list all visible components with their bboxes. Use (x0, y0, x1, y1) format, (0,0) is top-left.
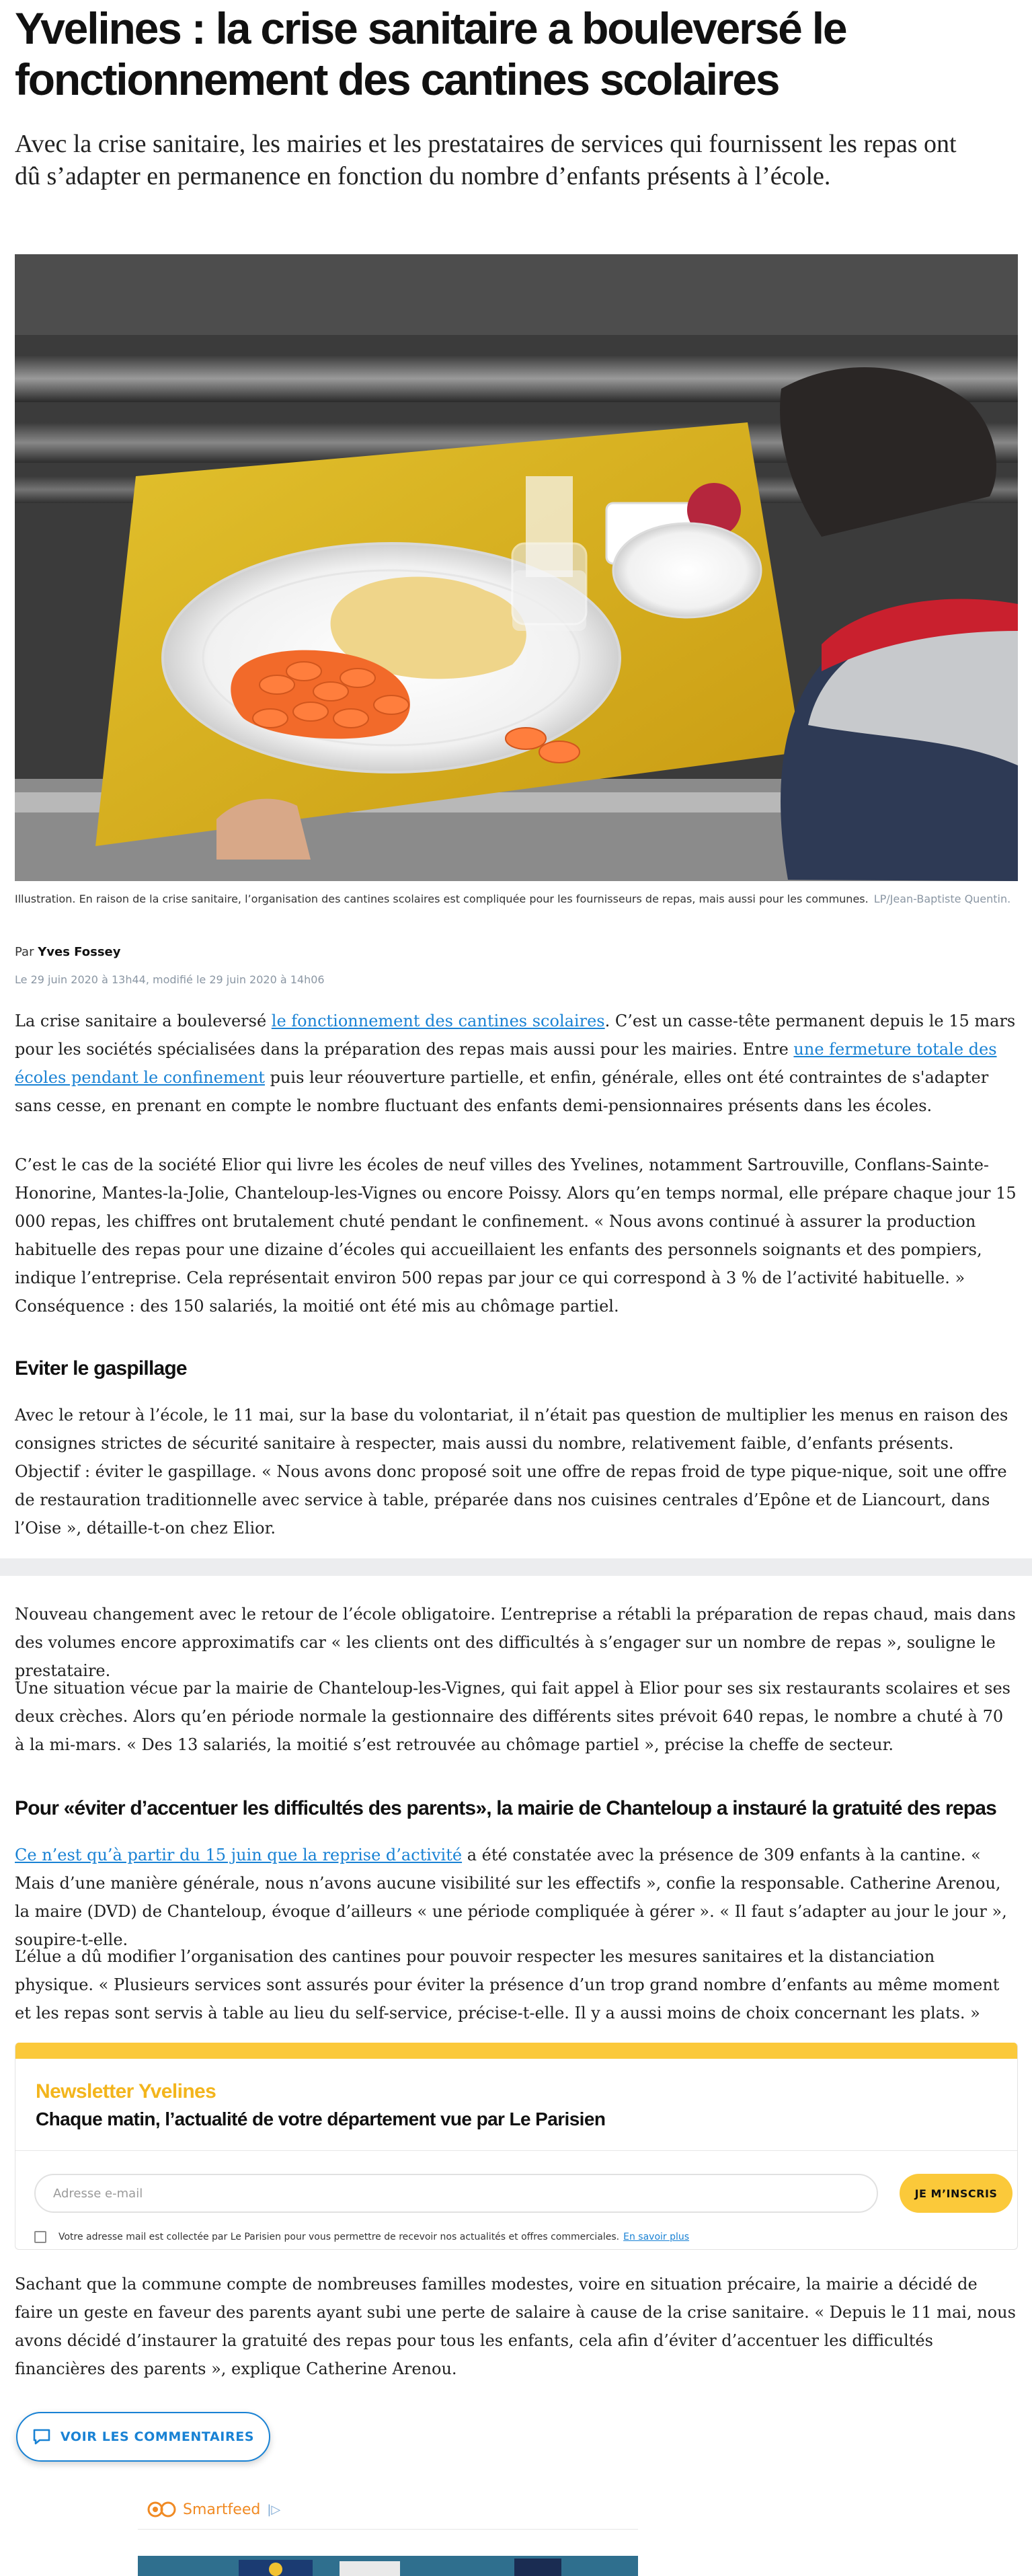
feed-thumbnail-image (138, 2556, 638, 2576)
section-separator (0, 1558, 1032, 1576)
adchoices-icon[interactable]: |▷ (267, 2502, 281, 2517)
byline (15, 945, 1018, 959)
article-paragraph-2: C’est le cas de la société Elior qui livre les écoles de neuf villes des Yvelines, notamment Sartrouville, Conflans-Sainte-Honorine, Mantes-la-Jolie, Chanteloup-les-Vignes ou encore Poissy. Alors qu’en temps normal, elle prépare chaque jour 15 000 repas, les chiffres ont brutalement chuté pendant le confinement. « Nous avons continué à assurer la production habituelle des repas pour une dizaine d’écoles qui accueillaient les enfants des personnels soignants et des pompiers, indique l’entreprise. Cela représentait environ 500 repas par jour ce qui correspond à 3 % de l’activité habituelle. » Conséquence : des 150 salariés, la moitié ont été mis au chômage partiel. (15, 1156, 1017, 1316)
newsletter-email-input[interactable] (34, 2174, 878, 2213)
byline-prefix: Par (15, 945, 34, 959)
newsletter-subtitle: Chaque matin, l’actualité de votre département vue par Le Parisien (36, 2109, 606, 2129)
article-paragraph-1 (15, 1007, 1018, 1120)
link-reprise-activite[interactable]: Ce n’est qu’à partir du 15 juin que la reprise d’activité (15, 1846, 463, 1864)
smartfeed-brand: Smartfeed (183, 2501, 261, 2518)
hero-image (15, 254, 1018, 881)
newsletter-divider (15, 2150, 1017, 2151)
feed-thumbnail[interactable] (138, 2556, 638, 2576)
article-paragraph-8: Sachant que la commune compte de nombreuses familles modestes, voire en situation précaire, la mairie a décidé de faire un geste en faveur des parents ayant subi une perte de salaire à cause de la crise sanitaire. « Depuis le 11 mai, nous avons décidé d’instaurer la gratuité des repas pour tous les enfants, cela afin d’éviter d’accentuer les difficultés financières des parents », explique Catherine Arenou. (15, 2275, 1016, 2378)
newsletter-accent-bar (15, 2043, 1017, 2059)
section-heading-gaspillage: Eviter le gaspillage (15, 1357, 187, 1379)
consent-learn-more-link[interactable]: En savoir plus (623, 2232, 690, 2242)
image-caption (15, 892, 1018, 907)
consent-checkbox[interactable] (34, 2231, 46, 2243)
newsletter-consent (34, 2231, 689, 2243)
feed-divider (138, 2529, 638, 2530)
p6-text: a été constatée avec la présence de 309 enfants à la cantine. « Mais d’une manière générale, nous n’avons aucune visibilité sur les effectifs », confie la responsable. Catherine Arenou, la maire (DVD) de Chanteloup, évoque d’ailleurs « une période compliquée à gérer ». « Il faut s’adapter au jour le jour », soupire-t-elle. (15, 1846, 1007, 1949)
article-paragraph-4: Nouveau changement avec le retour de l’école obligatoire. L’entreprise a rétabli la préparation de repas chaud, mais dans des volumes encore approximatifs car « les clients ont des difficultés à s’engager sur un nombre de repas », souligne le prestataire. (15, 1605, 1016, 1680)
link-fermeture-ecoles[interactable]: une fermeture totale des écoles pendant le confinement (15, 1040, 997, 1087)
newsletter-subscribe-button[interactable]: JE M’INSCRIS (900, 2174, 1013, 2213)
p1-text-a: La crise sanitaire a bouleversé (15, 1012, 272, 1030)
smartfeed-logo-icon (147, 2501, 177, 2518)
article-paragraph-5: Une situation vécue par la mairie de Chanteloup-les-Vignes, qui fait appel à Elior pour ses six restaurants scolaires et ses deux crèches. Alors qu’en période normale la gestionnaire des différents sites prévoit 640 repas, le nombre a chuté à 70 à la mi-mars. « Des 13 salariés, la moitié s’est retrouvée au chômage partiel », précise la cheffe de secteur. (15, 1679, 1010, 1754)
comment-bubble-icon (32, 2428, 51, 2446)
article-paragraph-6 (15, 1841, 1018, 1954)
publish-date: Le 29 juin 2020 à 13h44, modifié le 29 juin 2020 à 14h06 (15, 973, 325, 986)
view-comments-label: VOIR LES COMMENTAIRES (60, 2429, 255, 2444)
article-paragraph-7: L’élue a dû modifier l’organisation des cantines pour pouvoir respecter les mesures sanitaires et la distanciation physique. « Plusieurs services sont assurés pour éviter la présence d’un trop grand nombre d’enfants au même moment et les repas sont servis à table au lieu du self-service, précise-t-elle. Il y a aussi moins de choix concernant les plats. » (15, 1947, 1000, 2022)
caption-text: Illustration. En raison de la crise sanitaire, l’organisation des cantines scolaires est compliquée pour les fournisseurs de repas, mais aussi pour les communes. (15, 893, 869, 905)
article-headline: Yvelines : la crise sanitaire a bouleversé le fonctionnement des cantines scolaires (15, 3, 846, 104)
cafeteria-tray-illustration (15, 254, 1018, 881)
newsletter-title: Newsletter Yvelines (36, 2080, 216, 2103)
article-subtitle: Avec la crise sanitaire, les mairies et les prestataires de services qui fournissent les repas ont dû s’adapter en permanence en fonction du nombre d’enfants présents à l’école. (15, 130, 957, 190)
p1-text-b: . C’est un casse-tête permanent depuis le 15 mars pour les sociétés spécialisées dans la préparation des repas mais aussi pour les mairies. Entre (15, 1012, 1016, 1059)
view-comments-button[interactable] (16, 2412, 270, 2462)
consent-text: Votre adresse mail est collectée par Le Parisien pour vous permettre de recevoir nos actualités et offres commerciales. (58, 2232, 620, 2242)
p1-text-c: puis leur réouverture partielle, et enfin, générale, elles ont été contraintes de s'adapter sans cesse, en prenant en compte le nombre fluctuant des enfants demi-pensionnaires présents dans les écoles. (15, 1068, 989, 1115)
newsletter-signup (15, 2043, 1018, 2250)
link-cantines-scolaires[interactable]: le fonctionnement des cantines scolaires (271, 1012, 605, 1030)
photo-credit: LP/Jean-Baptiste Quentin. (873, 893, 1011, 905)
section-heading-gratuite: Pour «éviter d’accentuer les difficultés des parents», la mairie de Chanteloup a instauré la gratuité des repas (15, 1797, 997, 1819)
article-paragraph-3: Avec le retour à l’école, le 11 mai, sur la base du volontariat, il n’était pas question de multiplier les menus en raison des consignes strictes de sécurité sanitaire à respecter, mais aussi du nombre, relativement faible, d’enfants présents. Objectif : éviter le gaspillage. « Nous avons donc proposé soit une offre de repas froid de type pique-nique, soit une offre de restauration traditionnelle avec service à table, préparée dans nos cuisines centrales d’Epône et de Liancourt, dans l’Oise », détaille-t-on chez Elior. (15, 1406, 1008, 1538)
smartfeed-header (147, 2501, 280, 2518)
author-name: Yves Fossey (38, 945, 121, 959)
